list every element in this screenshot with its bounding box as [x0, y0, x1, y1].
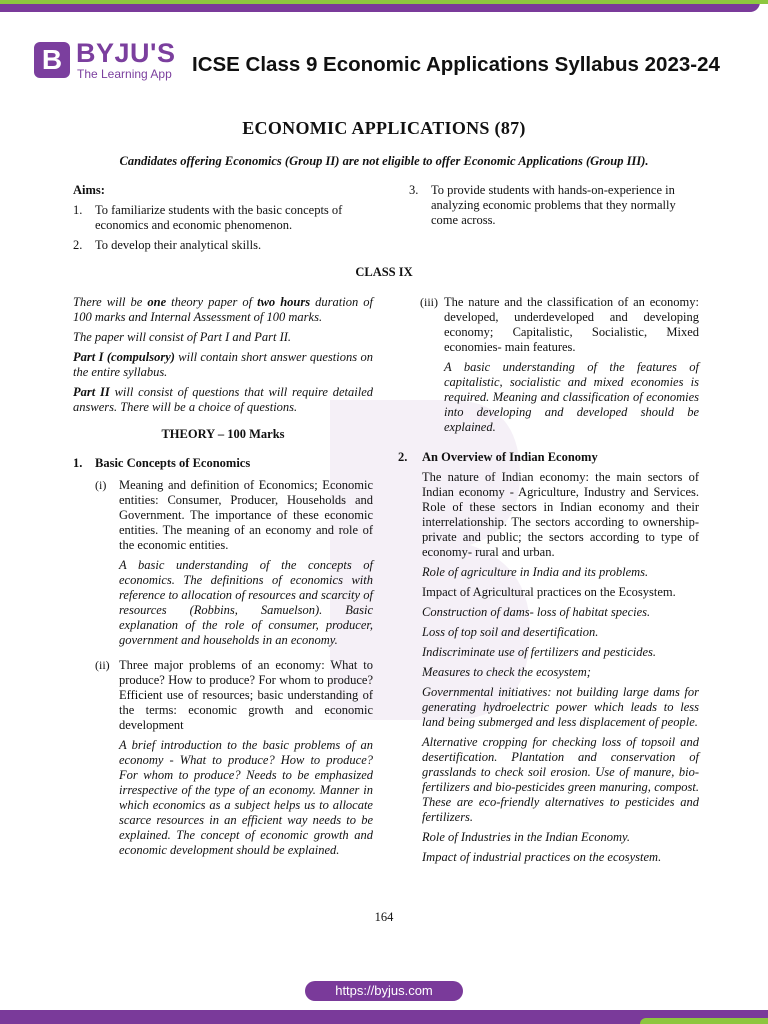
byjus-logo-icon: B — [34, 42, 70, 78]
section-1-heading: 1. Basic Concepts of Economics — [73, 456, 251, 470]
sub-item-iii-wrap — [398, 295, 699, 440]
role-of-industries: Role of Industries in the Indian Economy. — [422, 830, 630, 844]
exam-info-duration: There will be one theory paper of two hours duration of 100 marks and Internal Assessment of 100 marks. — [73, 295, 373, 324]
main-title: ECONOMIC APPLICATIONS (87) — [242, 118, 526, 138]
impact-agri-practices: Impact of Agricultural practices on the Ecosystem. — [422, 585, 676, 599]
construction-of-dams: Construction of dams- loss of habitat species. — [422, 605, 651, 619]
aim-item-1: 1. To familiarize students with the basic concepts of economics and economic phenomenon. — [73, 203, 343, 232]
eligibility-note: Candidates offering Economics (Group II) are not eligible to offer Economic Applications (Group III). — [119, 154, 649, 168]
logo-tagline: The Learning App — [77, 67, 172, 81]
page-header — [34, 40, 744, 84]
loss-of-topsoil: Loss of top soil and desertification. — [422, 625, 599, 639]
role-of-agriculture: Role of agriculture in India and its problems. — [422, 565, 649, 579]
logo-wordmark: BYJU'S — [76, 38, 176, 68]
exam-info-part2: Part II will consist of questions that will require detailed answers. There will be a choice of questions. — [73, 385, 373, 414]
measures-ecosystem: Measures to check the ecosystem; — [422, 665, 591, 679]
sub-item-i-note: A basic understanding of the concepts of economics. The definitions of economics with reference to allocation of resources and scarcity of resources (Robbins, Samuelson). Basic explanation of the role of consumer, producer, government and households in an economy. — [119, 558, 373, 647]
section-2-body — [398, 470, 699, 865]
aims-left — [73, 183, 373, 258]
sub-item-iii: (iii) The nature and the classification of an economy: developed, underdeveloped and developing economy; Capitalistic, Socialistic, Mixed economies- main features. A basic understanding of the features of capitalistic, socialistic and mixed economies is required. Meaning and classification of economies into developing and developed should be explained. — [420, 295, 699, 434]
top-brand-bar — [0, 0, 768, 16]
sub-item-ii: (ii) Three major problems of an economy: What to produce? How to produce? For whom to produce? Efficient use of resources; basic understanding of the terms: economic growth and economic development A brief introduction to the basic problems of an economy - What to produce? How to produce? For whom to produce? Needs to be emphasized irrespective of the type of an economy. Manner in which economics as a subject helps us to allocate scarce resources in an efficient way needs to be explained. The concept of economic growth and economic development should be explained. — [95, 658, 373, 857]
bottom-green-stripe — [640, 1018, 768, 1024]
footer-url-link[interactable]: https://byjus.com — [305, 981, 463, 1001]
fertilizer-use: Indiscriminate use of fertilizers and pesticides. — [422, 645, 657, 659]
class-heading-block — [0, 265, 768, 280]
left-column — [73, 295, 373, 868]
aim-item-3: 3. To provide students with hands-on-experience in analyzing economic problems that they normally come across. — [409, 183, 676, 227]
governmental-initiatives: Governmental initiatives: not building large dams for generating hydroelectric power which leads to less land being submerged and less displacement of people. — [422, 685, 699, 729]
theory-heading: THEORY – 100 Marks — [161, 427, 285, 441]
sub-item-iii-note: A basic understanding of the features of capitalistic, socialistic and mixed economies is required. Meaning and classification of economies into developing and developed should be explained. — [444, 360, 699, 434]
exam-info-part1: Part I (compulsory) will contain short answer questions on the entire syllabus. — [73, 350, 373, 379]
top-green-stripe — [0, 0, 768, 4]
right-column — [398, 295, 699, 870]
aim-item-2: 2. To develop their analytical skills. — [73, 238, 262, 252]
aims-right — [409, 183, 704, 233]
section-2-heading: 2. An Overview of Indian Economy — [398, 450, 598, 464]
document-title: ICSE Class 9 Economic Applications Syllabus 2023-24 — [192, 53, 720, 76]
aims-heading: Aims: — [73, 183, 105, 197]
bottom-brand-bar — [0, 1010, 768, 1024]
section-2-intro: The nature of Indian economy: the main sectors of Indian economy - Agriculture, Industry and Services. Role of these sectors in Indian economy and their interrelationship. The sectors according to ownership- private and public; the sectors according to type of economy- rural and urban. — [422, 470, 699, 559]
alternative-cropping: Alternative cropping for checking loss of topsoil and desertification. Plantation and conservation of grasslands to check soil erosion. Use of manure, bio-fertilizers and bio-pesticides green manuring, compost. These are eco-friendly alternatives to pesticides and fertilizers. — [422, 735, 699, 824]
page-number: 164 — [374, 910, 394, 924]
section-1-body — [73, 478, 373, 863]
sub-item-i: (i) Meaning and definition of Economics; Economic entities: Consumer, Producer, Households and Government. The importance of these economic entities. The meaning of an economy and role of the economic entities. A basic understanding of the concepts of economics. The definitions of economics with reference to allocation of resources and scarcity of resources (Robbins, Samuelson). Basic explanation of the role of consumer, producer, government and households in an economy. — [95, 478, 373, 647]
exam-info-parts: The paper will consist of Part I and Part II. — [73, 330, 292, 344]
impact-industrial-practices: Impact of industrial practices on the ecosystem. — [422, 850, 662, 864]
class-heading: CLASS IX — [355, 265, 413, 279]
sub-item-ii-note: A brief introduction to the basic problems of an economy - What to produce? How to produce? For whom to produce? Needs to be emphasized irrespective of the type of an economy. Manner in which economics as a subject helps us to allocate scarce resources in an efficient way needs to be explained. The concept of economic growth and economic development should be explained. — [119, 738, 373, 857]
